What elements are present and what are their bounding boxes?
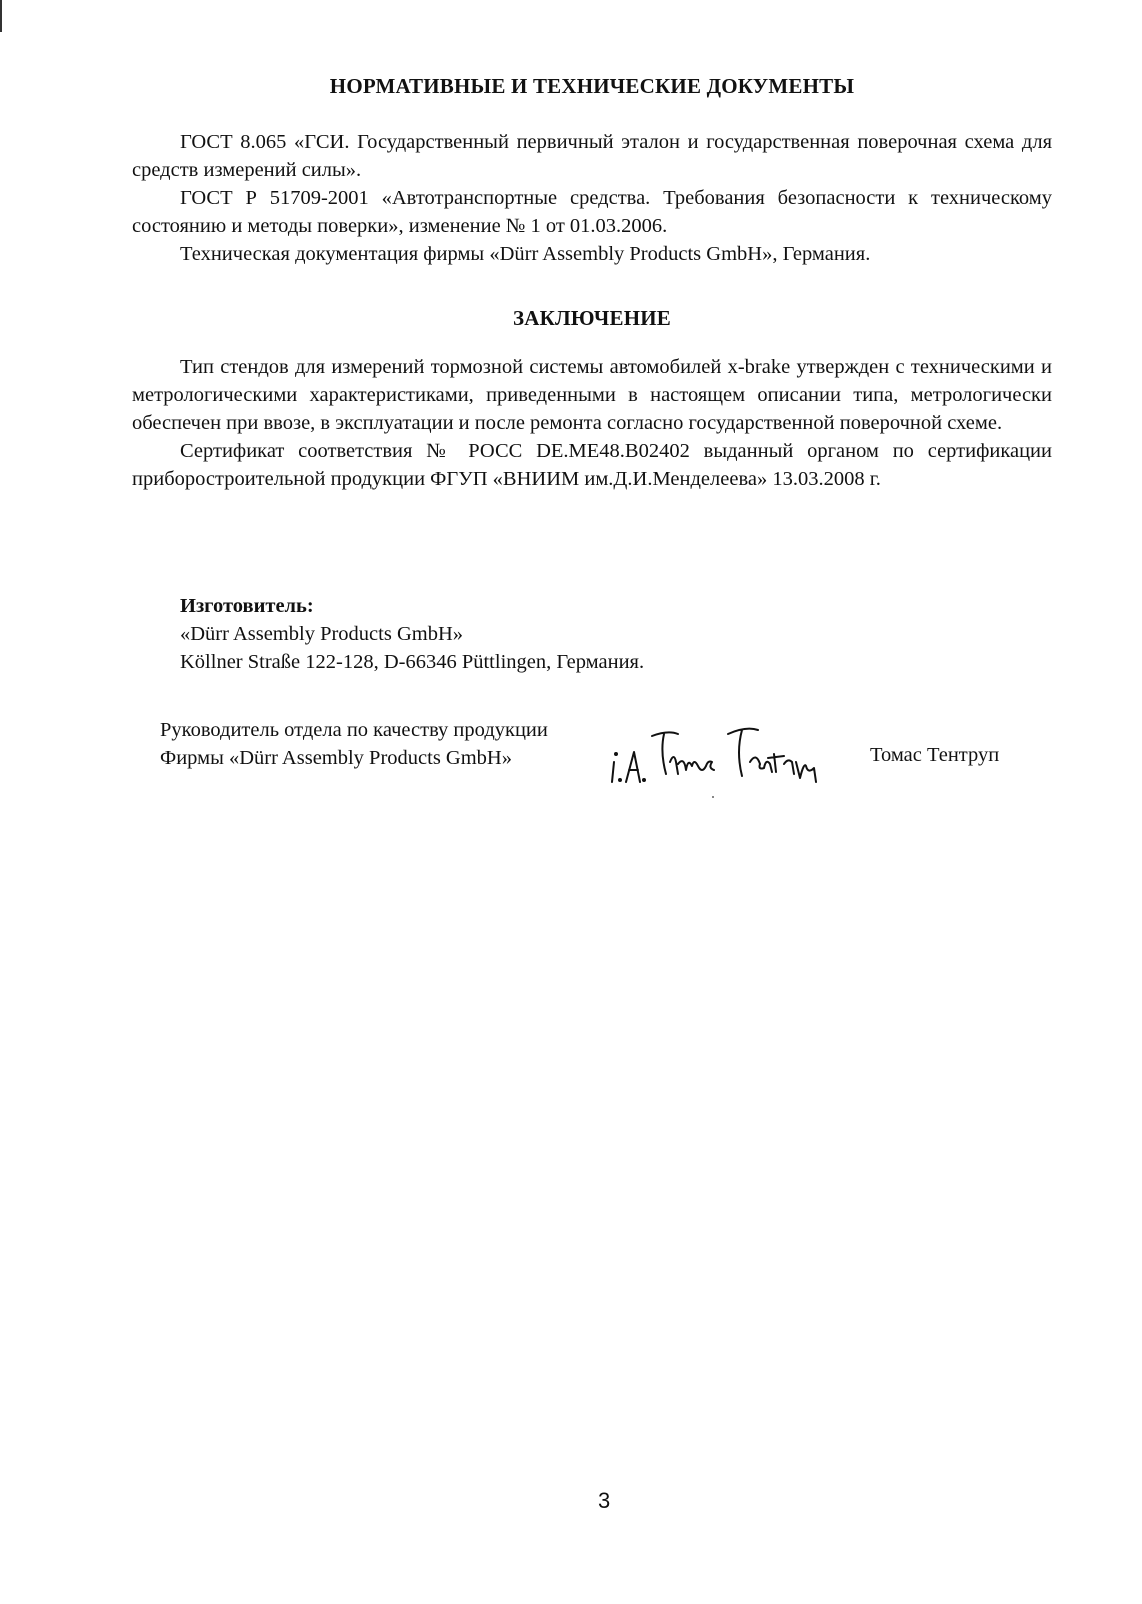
manufacturer-address: Köllner Straße 122-128, D-66346 Püttlingen, Германия. xyxy=(180,651,645,673)
manufacturer-name: «Dürr Assembly Products GmbH» xyxy=(180,623,464,645)
manufacturer-block xyxy=(180,592,644,676)
section-title-normative-docs: НОРМАТИВНЫЕ И ТЕХНИЧЕСКИЕ ДОКУМЕНТЫ xyxy=(329,74,855,98)
handwritten-signature-icon xyxy=(608,722,848,792)
doc-reference: Техническая документация фирмы «Dürr Assembly Products GmbH», Германия. xyxy=(180,243,871,265)
doc-reference: ГОСТ Р 51709-2001 «Автотранспортные средства. Требования безопасности к техническому состоянию и методы поверки», изменение № 1 от 01.03.2006. xyxy=(132,187,1052,237)
signer-name: Томас Тентруп xyxy=(870,744,1000,766)
position-line-1: Руководитель отдела по качеству продукции xyxy=(160,719,548,741)
signatory-position xyxy=(160,716,548,772)
page-number: 3 xyxy=(598,1488,611,1513)
scan-edge-mark xyxy=(0,0,2,32)
section-title-conclusion: ЗАКЛЮЧЕНИЕ xyxy=(512,306,672,330)
manufacturer-label: Изготовитель: xyxy=(180,595,314,617)
scan-artifact xyxy=(712,796,714,798)
doc-reference: ГОСТ 8.065 «ГСИ. Государственный первичный эталон и государственная поверочная схема для средств измерений силы». xyxy=(132,131,1052,181)
certificate-paragraph: Сертификат соответствия № РОСС DE.ME48.B02402 выданный органом по сертификации приборостроительной продукции ФГУП «ВНИИМ им.Д.И.Менделеева» 13.03.2008 г. xyxy=(132,440,1052,490)
position-line-2: Фирмы «Dürr Assembly Products GmbH» xyxy=(160,747,512,769)
normative-docs-list xyxy=(132,128,1052,268)
conclusion-paragraph: Тип стендов для измерений тормозной системы автомобилей x-brake утвержден с техническими и метрологическими характеристиками, приведенными в настоящем описании типа, метрологически обеспечен при ввозе, в эксплуатации и после ремонта согласно государственной поверочной схеме. xyxy=(132,356,1052,434)
conclusion-text xyxy=(132,353,1052,493)
